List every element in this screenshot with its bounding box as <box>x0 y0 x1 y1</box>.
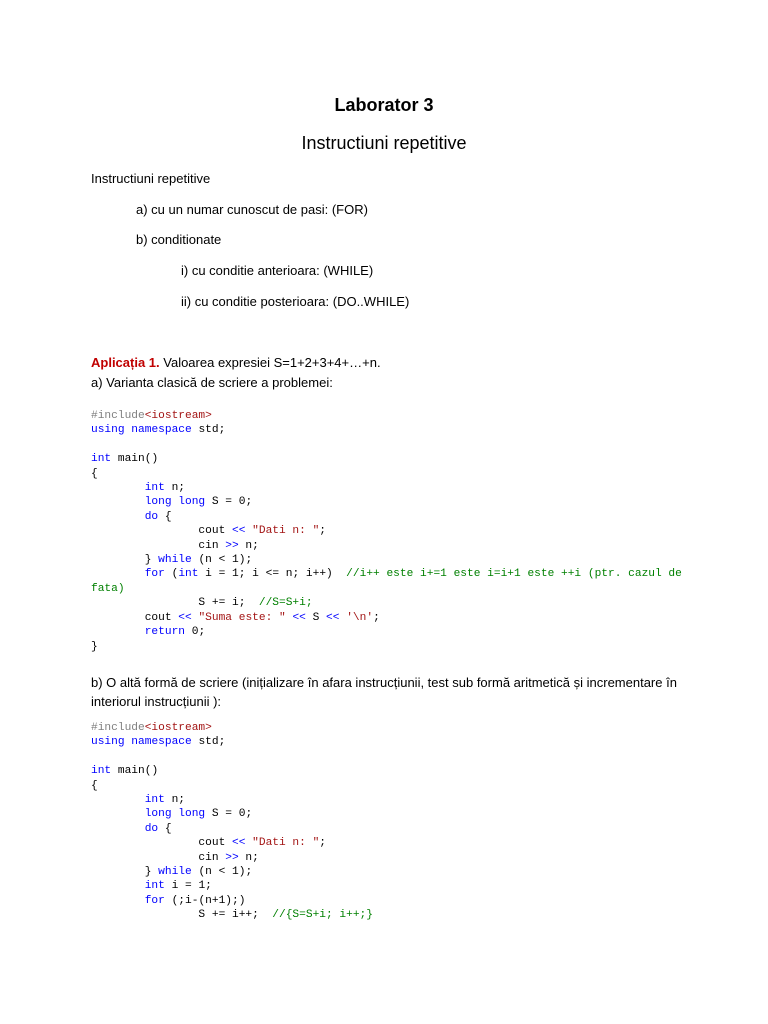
intro-item-b: b) conditionate <box>136 232 222 247</box>
intro-heading: Instructiuni repetitive <box>91 171 211 186</box>
application-heading <box>91 355 381 370</box>
application-text: Valoarea expresiei S=1+2+3+4+…+n. <box>159 355 381 370</box>
variant-b-heading-line2: interiorul instrucțiunii ): <box>91 694 222 709</box>
document-title: Laborator 3 <box>334 95 434 115</box>
variant-b-heading-line1: b) O altă formă de scriere (inițializare în afara instrucțiunii, test sub formă aritmetică și incrementare în <box>91 675 677 690</box>
code-block-a: #include<iostream> using namespace std; int main() { int n; long long S = 0; do { cout << "Dati n: "; cin >> n; } while (n < 1); for (int i = 1; i <= n; i++) //i++ este i+=1 este i=i+1 este ++i (ptr. cazul de fata) S += i; //S=S+i; cout << "Suma este: " << S << '\n'; return 0; } <box>91 410 682 653</box>
code-block-b: #include<iostream> using namespace std; int main() { int n; long long S = 0; do { cout << "Dati n: "; cin >> n; } while (n < 1); int i = 1; for (;i-(n+1);) S += i++; //{S=S+i; i++;} <box>91 722 373 922</box>
variant-a-heading: a) Varianta clasică de scriere a problemei: <box>91 375 333 390</box>
intro-item-i: i) cu conditie anterioara: (WHILE) <box>181 263 374 278</box>
application-label: Aplicația 1. <box>91 355 160 370</box>
document-subtitle: Instructiuni repetitive <box>301 133 467 153</box>
intro-item-ii: ii) cu conditie posterioara: (DO..WHILE) <box>181 294 410 309</box>
intro-item-a: a) cu un numar cunoscut de pasi: (FOR) <box>136 202 368 217</box>
